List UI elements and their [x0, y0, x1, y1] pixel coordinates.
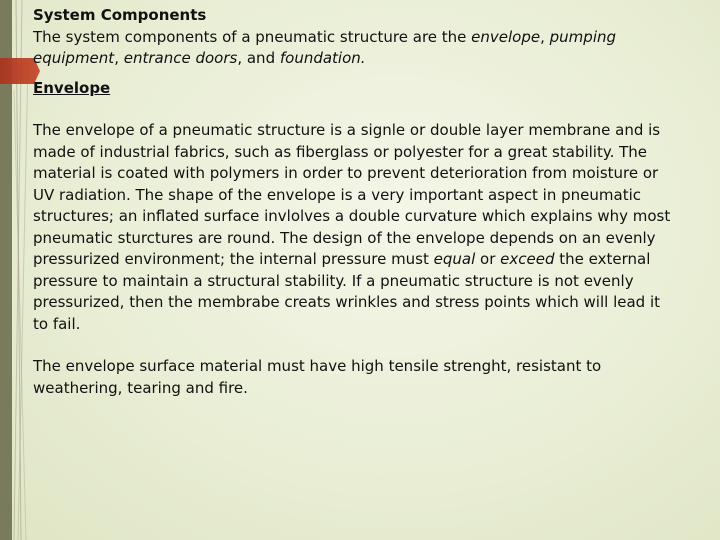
body-text-3: the external pressure to maintain a structural stability. If a pneumatic structure is not evenly pressurized, then the membrabe creats wrinkles and stress points which will lead it to fail.	[33, 250, 661, 333]
intro-paragraph	[33, 27, 673, 70]
body-text-1: The envelope of a pneumatic structure is a signle or double layer membrane and is made of industrial fabrics, such as fiberglass or polyester for a great stability. The material is coated with polymers in order to prevent deterioration from moisture or UV radiation. The shape of the envelope is a very important aspect in pneumatic structures; an inflated surface invlolves a double curvature which explains why most pneumatic sturctures are round. The design of the envelope depends on an evenly pressurized environment; the internal pressure must	[33, 121, 671, 268]
intro-em-doors: entrance doors	[123, 49, 238, 67]
intro-text-4: , and	[237, 49, 280, 67]
body-em-exceed: exceed	[500, 250, 555, 268]
section-title-envelope: Envelope	[33, 78, 111, 97]
intro-em-pumping: pumping equipment	[33, 27, 617, 67]
closing-paragraph: The envelope surface material must have high tensile strenght, resistant to weathering, tearing and fire.	[33, 357, 602, 397]
body-em-equal: equal	[433, 250, 476, 268]
envelope-paragraph	[33, 120, 673, 335]
intro-text-3: ,	[114, 49, 124, 67]
slide-content	[33, 5, 673, 399]
intro-em-foundation: foundation.	[279, 49, 366, 67]
intro-text-1: The system components of a pneumatic structure are the	[33, 27, 472, 46]
slide-title: System Components	[33, 6, 207, 24]
intro-em-envelope: envelope	[471, 27, 541, 46]
paragraph-gap	[33, 335, 673, 356]
body-text-2: or	[475, 250, 501, 268]
intro-text-2: ,	[540, 27, 550, 46]
